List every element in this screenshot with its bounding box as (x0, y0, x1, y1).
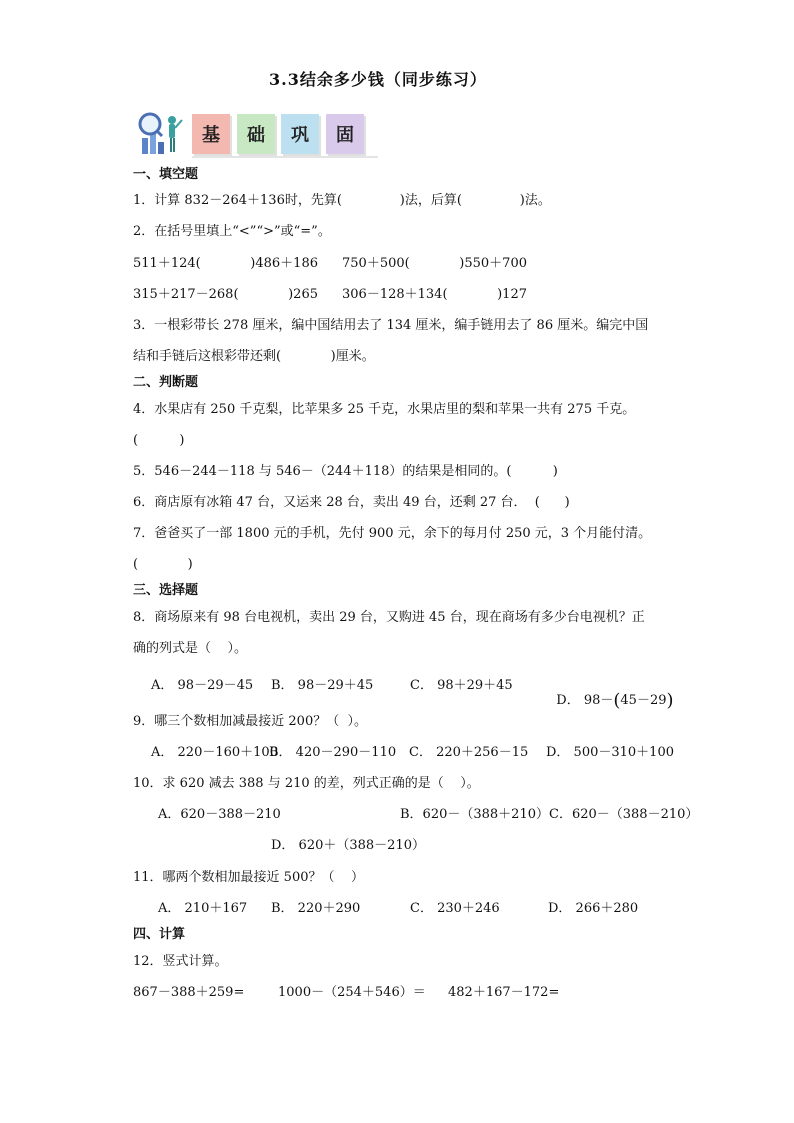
section-banner (128, 104, 378, 160)
magnifier-bar-chart-icon (128, 106, 188, 160)
question-7-line-1: 7．爸爸买了一部 1800 元的手机，先付 900 元，余下的每月付 250 元，3 个月能付清。 (133, 526, 652, 541)
section-heading-calculation: 四、计算 (133, 927, 186, 942)
question-5: 5．546－244－118 与 546－（244＋118）的结果是相同的。( ) (133, 464, 558, 479)
question-8-option-d-prefix: D． 98－ (556, 693, 614, 708)
question-11-stem: 11．哪两个数相加最接近 500？（ ） (133, 870, 365, 885)
page-title: 3.3结余多少钱（同步练习） (269, 70, 487, 89)
section-heading-true-false: 二、判断题 (133, 375, 199, 390)
question-9-option-c: C． 220＋256－15 (409, 745, 529, 760)
question-12-expression-2: 1000－（254＋546）＝ (278, 985, 426, 1000)
question-3-line-2: 结和手链后这根彩带还剩( )厘米。 (133, 349, 375, 364)
question-8-line-2: 确的列式是（ ）。 (133, 641, 248, 656)
question-9-option-b: B． 420－290－110 (269, 745, 397, 760)
large-close-paren: ) (666, 690, 674, 711)
question-2-item-2: 750＋500( )550＋700 (342, 256, 527, 271)
section-heading-multiple-choice: 三、选择题 (133, 583, 199, 598)
banner-tile-1: 基 (192, 114, 230, 154)
question-12-expression-1: 867－388＋259= (133, 985, 245, 1000)
banner-tile-2: 础 (237, 114, 275, 154)
question-4-line-1: 4．水果店有 250 千克梨，比苹果多 25 千克，水果店里的梨和苹果一共有 275 千克。 (133, 402, 636, 417)
question-11-option-c: C． 230＋246 (410, 901, 500, 916)
question-2-stem: 2．在括号里填上“<”“>”或“=”。 (133, 224, 331, 239)
banner-tile-4: 固 (326, 114, 364, 154)
question-8-option-d (548, 679, 674, 710)
question-10-stem: 10．求 620 减去 388 与 210 的差，列式正确的是（ ）。 (133, 776, 480, 791)
question-11-option-b: B． 220＋290 (271, 901, 361, 916)
question-2-item-3: 315＋217－268( )265 (133, 287, 318, 302)
question-8-line-1: 8．商场原来有 98 台电视机，卖出 29 台，又购进 45 台，现在商场有多少台电视机？正 (133, 610, 645, 625)
question-9-stem: 9．哪三个数相加减最接近 200？（ ）。 (133, 714, 367, 729)
question-2-item-1: 511＋124( )486＋186 (133, 256, 318, 271)
section-heading-fill-blank: 一、填空题 (133, 167, 199, 182)
question-10-options-b-c: B．620－（388＋210）C．620－（388－210） (400, 807, 699, 822)
question-8-option-b: B． 98－29＋45 (271, 678, 374, 693)
large-open-paren: ( (613, 690, 621, 711)
question-12-stem: 12．竖式计算。 (133, 954, 228, 969)
question-9-option-d: D． 500－310＋100 (546, 745, 674, 760)
question-6: 6．商店原有冰箱 47 台，又运来 28 台，卖出 49 台，还剩 27 台． ( ) (133, 495, 570, 510)
question-7-answer-blank: ( ) (133, 557, 193, 572)
question-8-option-d-inner: 45－29 (620, 693, 667, 708)
question-10-option-a: A．620－388－210 (158, 807, 281, 822)
question-2-item-4: 306－128＋134( )127 (342, 287, 527, 302)
question-12-expression-3: 482＋167－172= (448, 985, 560, 1000)
banner-tile-3: 巩 (281, 114, 319, 154)
question-1: 1．计算 832－264＋136时，先算( )法，后算( )法。 (133, 193, 551, 208)
question-11-option-a: A． 210＋167 (158, 901, 248, 916)
question-8-option-c: C． 98＋29＋45 (410, 678, 513, 693)
question-3-line-1: 3．一根彩带长 278 厘米，编中国结用去了 134 厘米，编手链用去了 86 厘米。编完中国 (133, 318, 649, 333)
question-9-option-a: A． 220－160＋100 (151, 745, 278, 760)
question-10-option-d: D． 620＋（388－210） (271, 838, 425, 853)
question-8-option-a: A． 98－29－45 (151, 678, 254, 693)
question-11-option-d: D． 266＋280 (548, 901, 639, 916)
banner-divider (192, 156, 378, 158)
question-4-answer-blank: ( ) (133, 433, 185, 448)
